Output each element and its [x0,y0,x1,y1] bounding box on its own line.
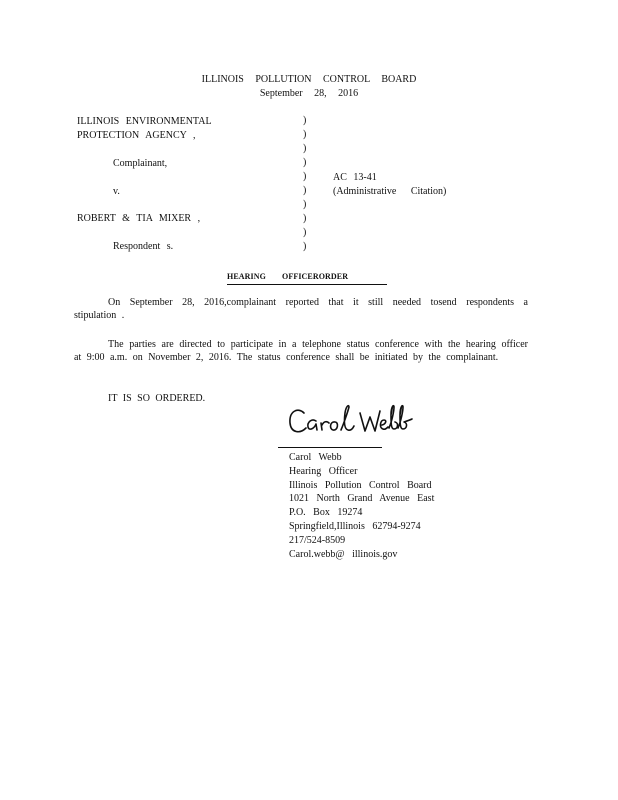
order-title: HEARING OFFICERORDER [227,270,387,285]
order-paragraph-2 [74,338,528,364]
complainant-name-line2: PROTECTION AGENCY , [77,130,196,141]
closing-statement: IT IS SO ORDERED. [108,393,206,404]
complainant-role: Complainant, [113,158,168,169]
email-address: Carol.webb@ illinois.gov [289,548,398,560]
caption-paren: ) [303,129,307,140]
street-address: 1021 North Grand Avenue East [289,493,435,505]
paragraph-1-text: On September 28, 2016,complainant reported that it still needed tosend respondents a stipulation . [74,297,528,321]
caption-paren: ) [303,227,307,238]
case-number: AC 13-41 [333,172,377,183]
phone-number: 217/524-8509 [289,534,346,546]
order-paragraph-1 [74,296,528,322]
caption-paren: ) [303,171,307,182]
caption-paren: ) [303,199,307,210]
signature-block [289,451,434,561]
city-state-zip: Springfield,Illinois 62794-9274 [289,520,421,532]
officer-title: Hearing Officer [289,465,358,477]
caption-paren: ) [303,241,307,252]
handwritten-signature [286,401,416,449]
po-box: P.O. Box 19274 [289,507,363,519]
paragraph-2-text: The parties are directed to participate in a telephone status conference with the hearing officer at 9:00 a.m. on November 2, 2016. The status conference shall be initiated by the complainant. [74,339,528,363]
caption-paren: ) [303,213,307,224]
versus-label: v. [113,186,120,197]
caption-paren: ) [303,143,307,154]
caption-divider [303,114,306,254]
officer-name: Carol Webb [289,452,342,463]
case-type: (Administrative Citation) [333,186,447,197]
complainant-name-line1: ILLINOIS ENVIRONMENTAL [77,116,212,127]
caption-paren: ) [303,185,307,196]
caption-paren: ) [303,157,307,168]
organization: Illinois Pollution Control Board [289,479,432,491]
order-date: September 28, 2016 [259,88,359,99]
caption-paren: ) [303,115,307,126]
board-name: ILLINOIS POLLUTION CONTROL BOARD [201,74,417,85]
signature-line [278,447,382,448]
respondent-name: ROBERT & TIA MIXER , [77,213,201,224]
respondent-role: Respondent s. [113,241,174,252]
